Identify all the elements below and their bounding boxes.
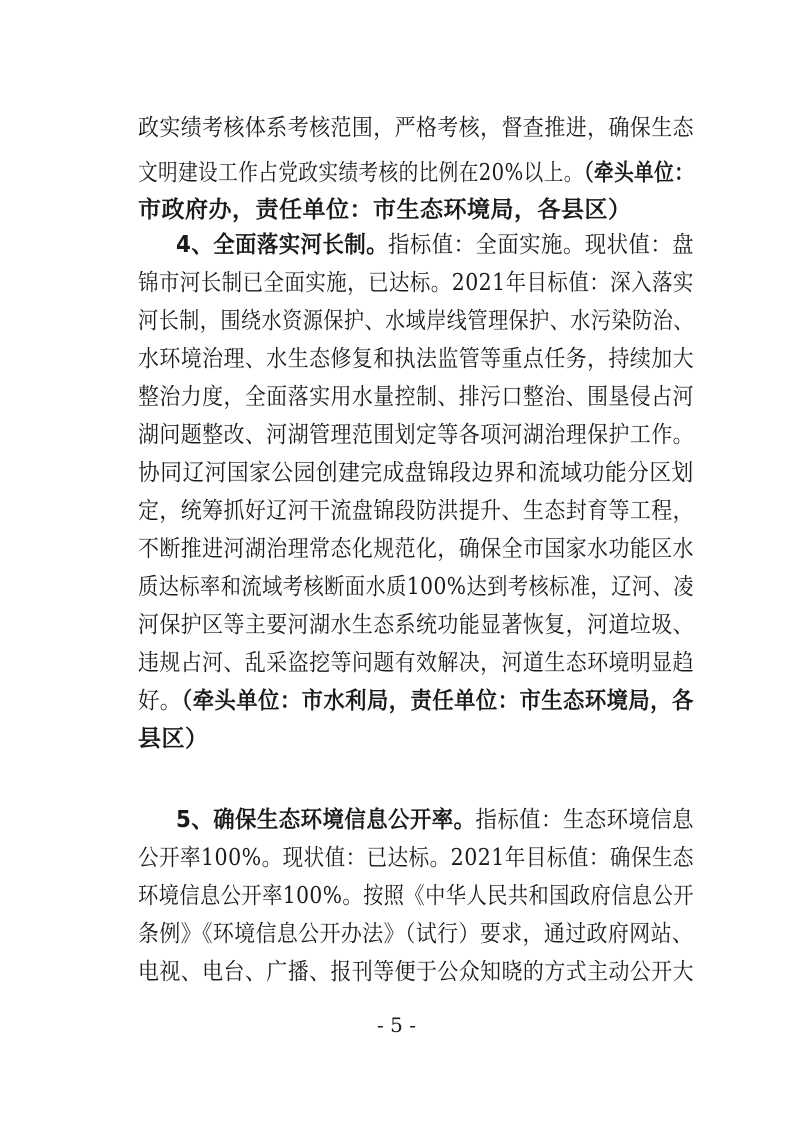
text-line — [138, 534, 695, 564]
text-segment: 条例》《环境信息公开办法》（试行）要求，通过政府网站、 — [138, 921, 694, 947]
text-segment: 环境信息公开率100%。按照《中华人民共和国政府信息公开 — [138, 883, 694, 909]
bold-text-segment: （牵头单位：市水利局，责任单位：市生态环境局，各 — [181, 688, 694, 714]
text-segment: 政实绩考核体系考核范围，严格考核，督查推进，确保生态 — [138, 115, 695, 141]
text-segment: 协同辽河国家公园创建完成盘锦段边界和流域功能分区划 — [138, 460, 694, 486]
text-segment: 不断推进河湖治理常态化规范化，确保全市国家水功能区水 — [138, 536, 695, 562]
text-line — [138, 420, 695, 450]
text-segment: 指标值：生态环境信息 — [475, 807, 695, 833]
text-segment: 电视、电台、广播、报刊等便于公众知晓的方式主动公开大 — [138, 959, 695, 985]
text-line — [138, 881, 694, 911]
text-line — [138, 686, 694, 716]
text-line — [138, 113, 695, 143]
text-segment: 水环境治理、水生态修复和执法监管等重点任务，持续加大 — [138, 346, 695, 372]
text-line — [138, 268, 694, 298]
text-line — [138, 458, 694, 488]
text-segment: 河保护区等主要河湖水生态系统功能显著恢复，河道垃圾、 — [138, 612, 695, 638]
text-line — [138, 724, 694, 754]
text-segment: 河长制，围绕水资源保护、水域岸线管理保护、水污染防治、 — [138, 308, 694, 334]
text-line — [138, 158, 695, 188]
text-line — [138, 382, 695, 412]
text-line — [138, 344, 695, 374]
text-line — [176, 805, 693, 835]
text-line — [138, 648, 695, 678]
text-line — [138, 610, 695, 640]
text-line — [138, 195, 694, 225]
text-segment: 违规占河、乱采盗挖等问题有效解决，河道生态环境明显趋 — [138, 650, 695, 676]
text-segment: 整治力度，全面落实用水量控制、排污口整治、围垦侵占河 — [138, 384, 695, 410]
text-line — [138, 496, 695, 526]
text-segment: 质达标率和流域考核断面水质100%达到考核标准，辽河、凌 — [138, 574, 694, 600]
text-segment: 文明建设工作占党政实绩考核的比例在20%以上。 — [138, 160, 584, 186]
bold-text-segment: 4、全面落实河长制。 — [176, 232, 389, 258]
text-segment: 好。 — [138, 688, 182, 714]
text-line — [176, 230, 693, 260]
text-line — [138, 919, 694, 949]
bold-text-segment: 县区） — [138, 726, 209, 752]
text-segment: 锦市河长制已全面实施，已达标。2021年目标值：深入落实 — [138, 270, 694, 296]
text-line — [138, 572, 694, 602]
text-line — [138, 843, 694, 873]
text-line — [138, 957, 695, 987]
page-number: - 5 - — [377, 1013, 416, 1037]
bold-text-segment: （牵头单位： — [583, 160, 695, 186]
text-segment: 定，统筹抓好辽河干流盘锦段防洪提升、生态封育等工程， — [138, 498, 695, 524]
text-segment: 公开率100%。现状值：已达标。2021年目标值：确保生态 — [138, 845, 694, 871]
text-segment: 湖问题整改、河湖管理范围划定等各项河湖治理保护工作。 — [138, 422, 695, 448]
bold-text-segment: 5、确保生态环境信息公开率。 — [176, 807, 476, 833]
bold-text-segment: 市政府办，责任单位：市生态环境局，各县区） — [138, 197, 632, 223]
text-segment: 指标值：全面实施。现状值：盘 — [388, 232, 695, 258]
text-line — [138, 306, 694, 336]
